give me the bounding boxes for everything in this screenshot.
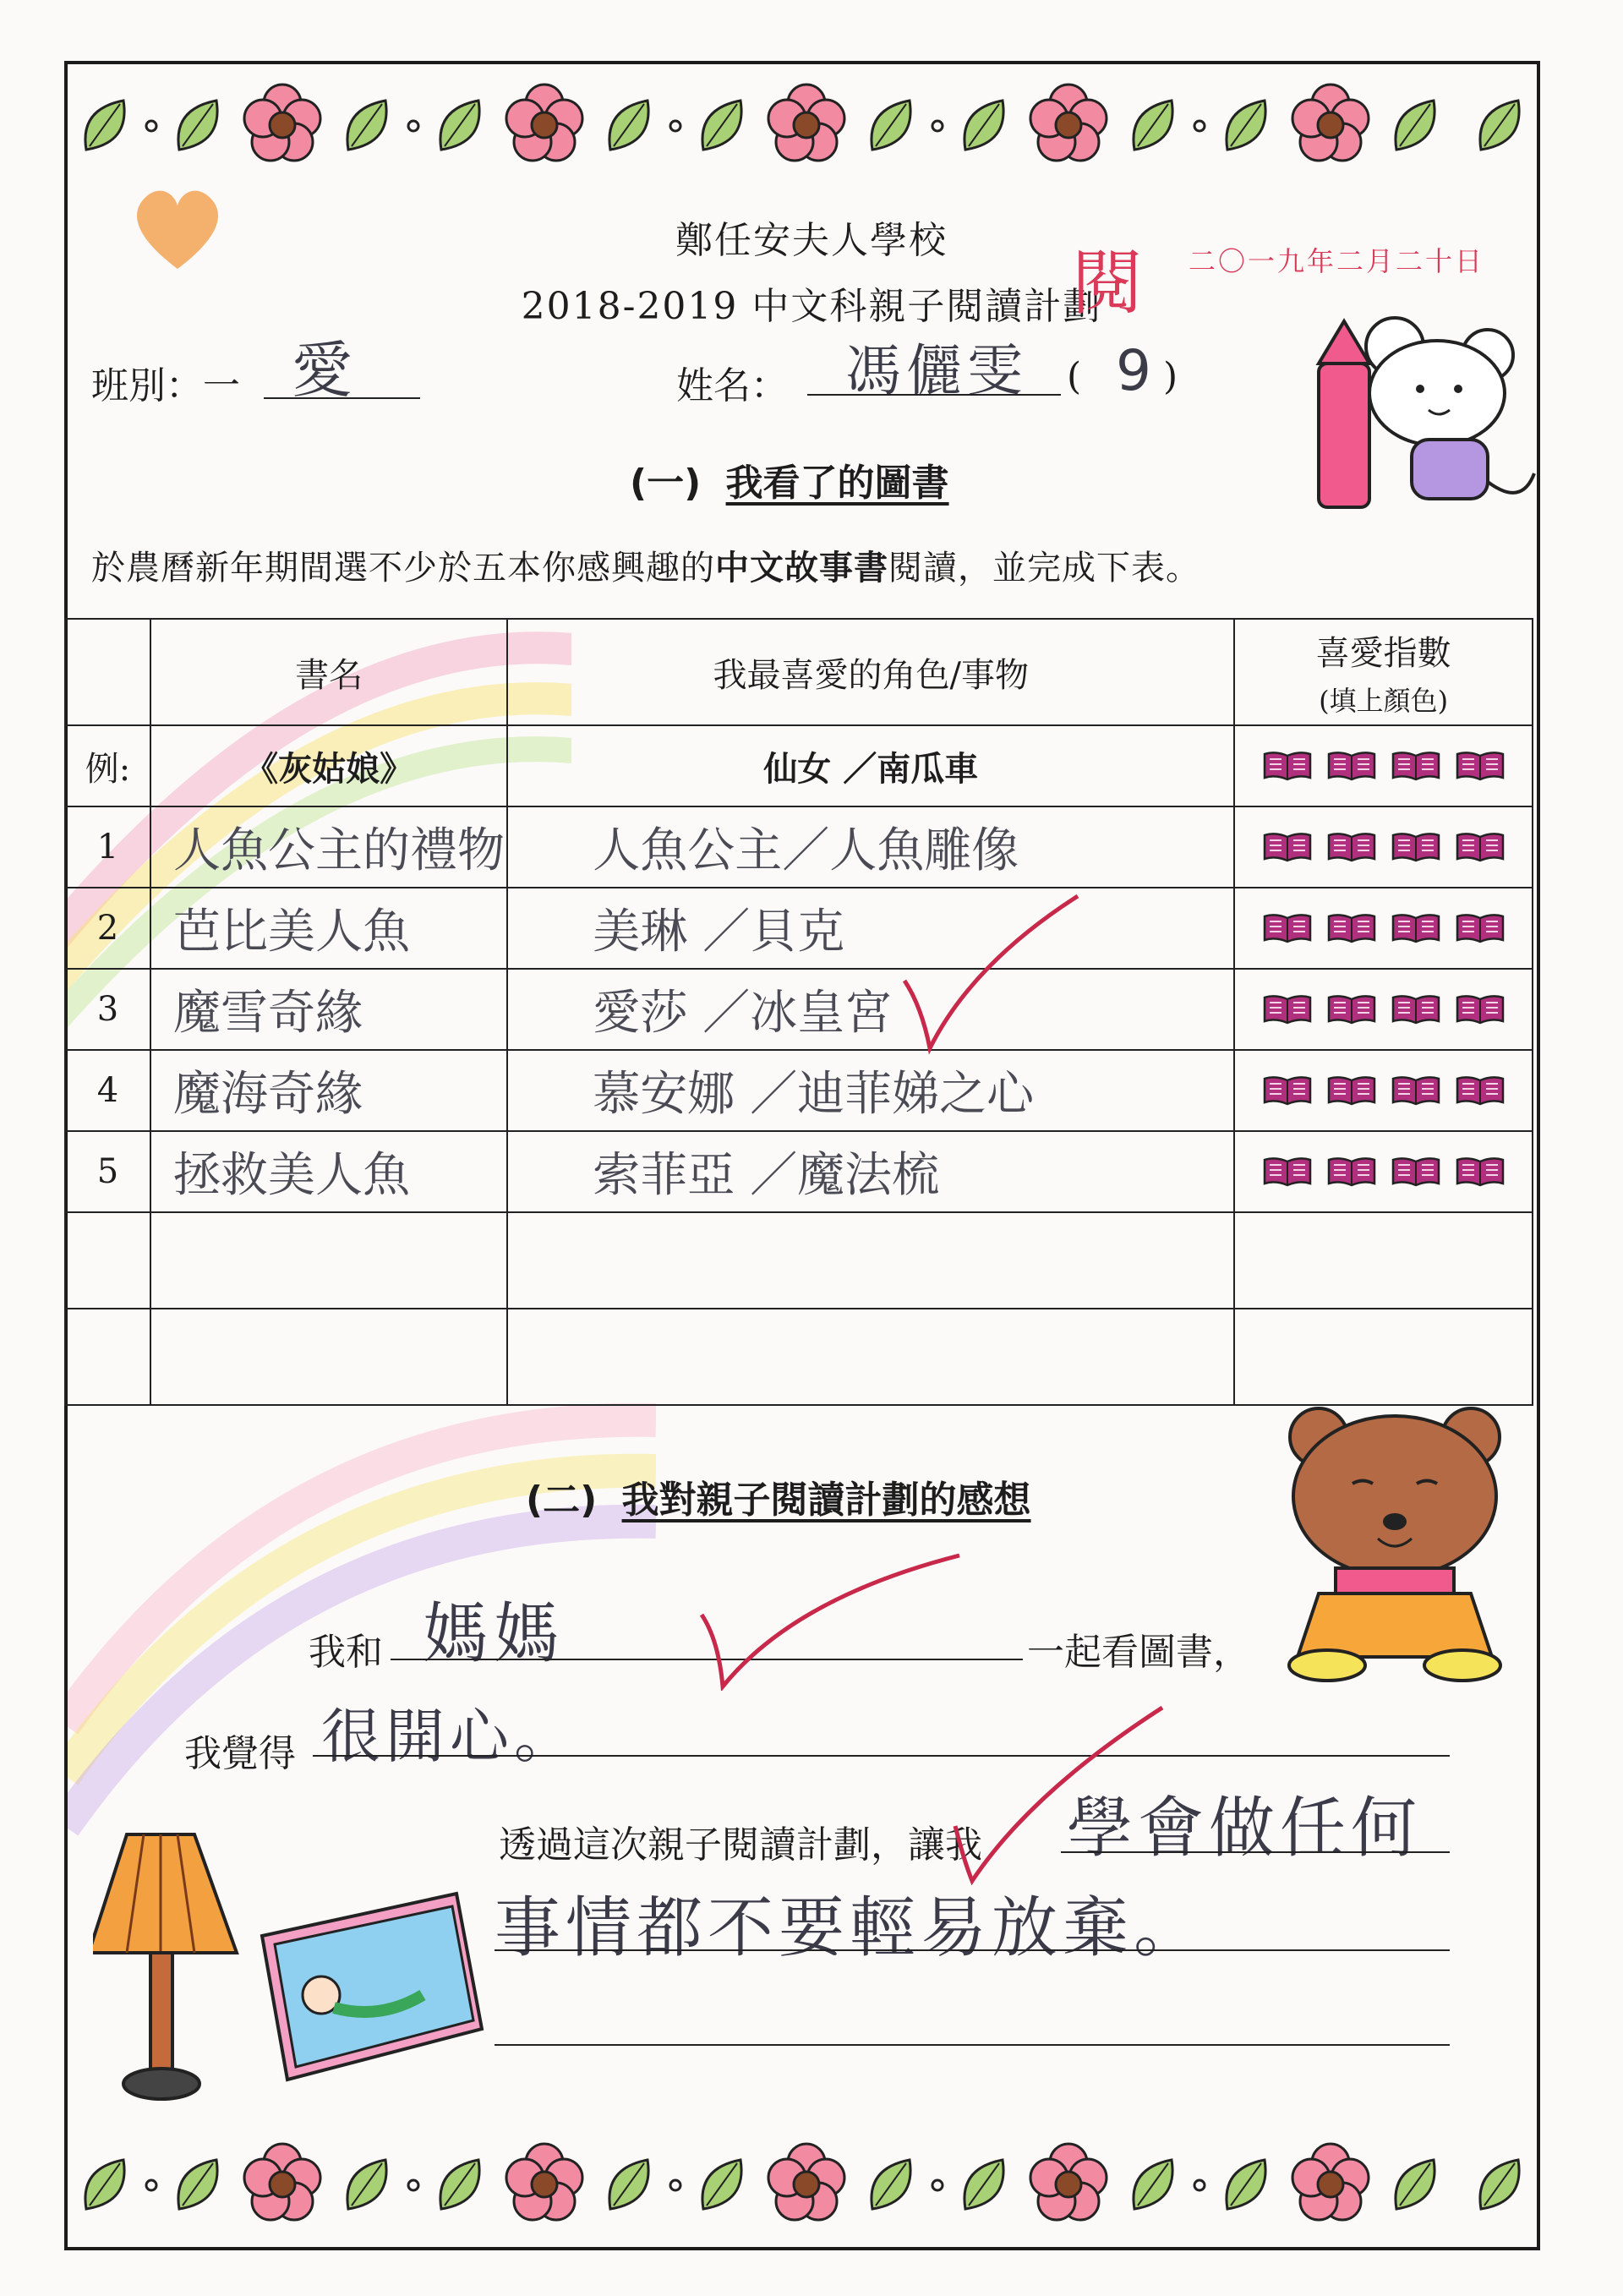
number-close: ) — [1163, 355, 1178, 398]
school-name: 鄭任安夫人學校 — [675, 219, 948, 262]
section1-title: 我看了的圖書 — [725, 462, 949, 505]
section1-heading — [630, 452, 949, 506]
section2-heading — [526, 1469, 1031, 1523]
book-icon — [1327, 751, 1376, 781]
book-icon — [1327, 1075, 1376, 1106]
row-number: 4 — [65, 1050, 150, 1131]
row-rating[interactable] — [1234, 1131, 1533, 1212]
header-favourite: 我最喜愛的角色/事物 — [507, 619, 1234, 725]
class-underline — [264, 397, 420, 399]
example-rating — [1234, 725, 1533, 806]
sentence2-answer[interactable]: 很開心。 — [321, 1702, 578, 1771]
section1-number: (一) — [630, 462, 702, 505]
instruction-bold: 中文故事書 — [715, 548, 888, 588]
example-label: 例: — [65, 725, 150, 806]
row-number: 5 — [65, 1131, 150, 1212]
name-label: 姓名： — [676, 364, 788, 407]
check-mark-icon — [947, 1699, 1167, 1885]
class-value[interactable]: 愛 — [292, 335, 353, 406]
empty-cell — [65, 1309, 150, 1405]
row-number: 3 — [65, 969, 150, 1050]
plan-title: 2018-2019 中文科親子閱讀計劃 — [521, 285, 1102, 328]
sentence1-after: 一起看圖書， — [1027, 1631, 1250, 1674]
section2-number: (二) — [526, 1479, 598, 1522]
lamp-book-icon — [93, 1826, 490, 2113]
table-row-empty — [65, 1309, 1533, 1405]
book-icon — [1456, 994, 1505, 1025]
teddy-bear-icon — [1268, 1403, 1522, 1682]
book-icon — [1391, 751, 1440, 781]
row-book-title[interactable]: 魔海奇緣 — [150, 1050, 507, 1131]
row-favourite[interactable]: 人魚公主／人魚雕像 — [507, 806, 1234, 888]
mouse-crayon-icon — [1293, 313, 1538, 524]
rating-books[interactable] — [1235, 1156, 1532, 1187]
name-value[interactable]: 馮儷雯 — [845, 338, 1028, 403]
example-row — [65, 725, 1533, 806]
table-row-empty — [65, 1212, 1533, 1309]
header-rating-label: 喜愛指數 — [1315, 633, 1451, 673]
reviewed-seal: 閱 — [1072, 242, 1144, 325]
rating-books[interactable] — [1235, 832, 1532, 862]
row-rating[interactable] — [1234, 888, 1533, 969]
rating-books[interactable] — [1235, 1075, 1532, 1106]
sentence3-answer-line2[interactable]: 事情都不要輕易放棄。 — [495, 1890, 1205, 1966]
book-icon — [1327, 994, 1376, 1025]
sentence3-before: 透過這次親子閱讀計劃，讓我 — [499, 1823, 982, 1867]
book-icon — [1391, 1156, 1440, 1187]
empty-cell[interactable] — [1234, 1309, 1533, 1405]
example-favourite: 仙女 ／南瓜車 — [507, 725, 1234, 806]
sentence2-before: 我覺得 — [184, 1732, 296, 1775]
book-icon — [1456, 1156, 1505, 1187]
row-book-title[interactable]: 拯救美人魚 — [150, 1131, 507, 1212]
book-icon — [1391, 832, 1440, 862]
sentence3-underline-2 — [495, 1949, 1450, 1951]
table-header-row — [65, 619, 1533, 725]
book-icon — [1263, 994, 1312, 1025]
reading-log-table — [64, 618, 1533, 1406]
empty-cell[interactable] — [1234, 1212, 1533, 1309]
table-row — [65, 1050, 1533, 1131]
empty-cell[interactable] — [150, 1309, 507, 1405]
row-book-title[interactable]: 芭比美人魚 — [150, 888, 507, 969]
section2-title: 我對親子閱讀計劃的感想 — [621, 1479, 1031, 1522]
book-icon — [1263, 913, 1312, 943]
header-rating-hint: (填上顏色) — [1319, 684, 1449, 717]
book-icon — [1391, 913, 1440, 943]
table-row — [65, 969, 1533, 1050]
student-number[interactable]: 9 — [1116, 338, 1151, 403]
book-icon — [1263, 1075, 1312, 1106]
book-icon — [1456, 1075, 1505, 1106]
book-icon — [1391, 994, 1440, 1025]
row-number: 1 — [65, 806, 150, 888]
empty-cell[interactable] — [507, 1212, 1234, 1309]
row-rating[interactable] — [1234, 806, 1533, 888]
name-underline — [807, 394, 1061, 396]
row-rating[interactable] — [1234, 1050, 1533, 1131]
book-icon — [1327, 832, 1376, 862]
rating-books[interactable] — [1235, 913, 1532, 943]
sentence3-underline-3 — [495, 2044, 1450, 2046]
instruction-text — [91, 541, 1200, 589]
sentence2-underline — [313, 1755, 1450, 1757]
table-row — [65, 806, 1533, 888]
book-icon — [1456, 751, 1505, 781]
rating-books[interactable] — [1235, 994, 1532, 1025]
row-favourite[interactable]: 愛莎 ／冰皇宮 — [507, 969, 1234, 1050]
empty-cell[interactable] — [507, 1309, 1234, 1405]
row-favourite[interactable]: 慕安娜 ／迪菲娣之心 — [507, 1050, 1234, 1131]
header-number-cell — [65, 619, 150, 725]
table-row — [65, 1131, 1533, 1212]
empty-cell — [65, 1212, 150, 1309]
empty-cell[interactable] — [150, 1212, 507, 1309]
row-favourite[interactable]: 美琳 ／貝克 — [507, 888, 1234, 969]
book-icon — [1391, 1075, 1440, 1106]
row-rating[interactable] — [1234, 969, 1533, 1050]
header-rating — [1234, 619, 1533, 725]
sentence3-answer-line1[interactable]: 學會做任何 — [1067, 1790, 1423, 1867]
book-icon — [1456, 832, 1505, 862]
header-book: 書名 — [150, 619, 507, 725]
sentence1-answer[interactable]: 媽媽 — [423, 1596, 566, 1672]
row-book-title[interactable]: 魔雪奇緣 — [150, 969, 507, 1050]
rating-books — [1235, 751, 1532, 781]
example-book: 《灰姑娘》 — [150, 725, 507, 806]
instruction-after: 閱讀，並完成下表。 — [888, 549, 1200, 588]
book-icon — [1327, 913, 1376, 943]
row-book-title[interactable]: 人魚公主的禮物 — [150, 806, 507, 888]
sentence1-before: 我和 — [309, 1631, 383, 1674]
check-mark-icon — [896, 888, 1082, 1057]
row-favourite[interactable]: 索菲亞 ／魔法梳 — [507, 1131, 1234, 1212]
book-icon — [1456, 913, 1505, 943]
number-open: ( — [1067, 355, 1082, 398]
class-label: 班別：一 — [91, 364, 240, 407]
book-icon — [1327, 1156, 1376, 1187]
row-number: 2 — [65, 888, 150, 969]
book-icon — [1263, 1156, 1312, 1187]
review-date: 二〇一九年二月二十日 — [1189, 245, 1485, 277]
book-icon — [1263, 751, 1312, 781]
check-mark-icon — [693, 1547, 964, 1691]
instruction-before: 於農曆新年期間選不少於五本你感興趣的 — [91, 549, 715, 588]
table-row — [65, 888, 1533, 969]
book-icon — [1263, 832, 1312, 862]
